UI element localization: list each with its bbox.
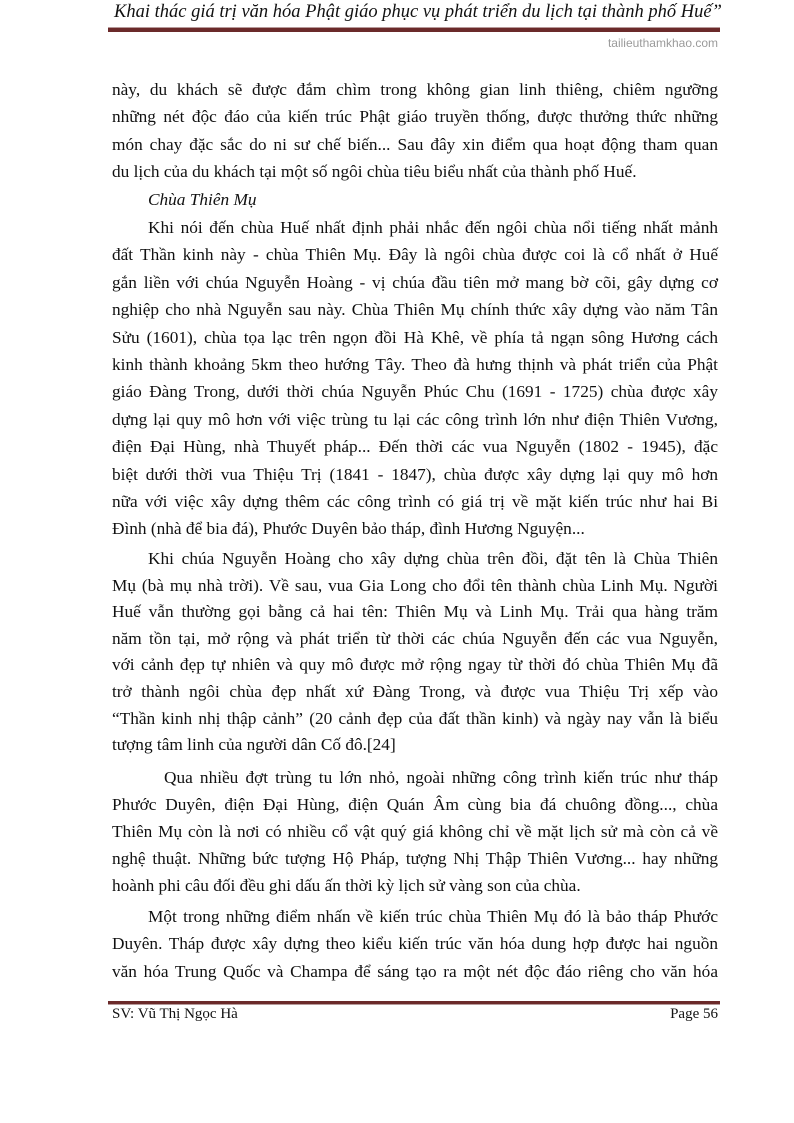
text-line: hoành phi câu đối đều ghi dấu ấn thời kỳ lịch sử vàng son của chùa. (112, 876, 581, 895)
paragraph-relics (112, 764, 718, 899)
text-line: văn hóa Trung Quốc và Champa để sáng tạo ra một nét độc đáo riêng cho văn hóa (112, 961, 718, 981)
paragraph-history (112, 214, 718, 543)
text-line: tượng tâm linh của người dân Cố đô.[24] (112, 735, 396, 755)
text-line: Thiên Mụ còn là nơi có nhiều cổ vật quý giá không chỉ về mặt lịch sử mà còn cả về (112, 822, 718, 841)
text-line: Khi chúa Nguyễn Hoàng cho xây dựng chùa trên đồi, đặt tên là Chùa Thiên (148, 549, 718, 568)
watermark: tailieuthamkhao.com (607, 36, 718, 50)
text-line: biệt dưới thời vua Thiệu Trị (1841 - 1847), chùa được xây dựng lại quy mô hơn (112, 464, 718, 484)
text-line: gắn liền với chúa Nguyễn Hoàng - vị chúa đầu tiên mở mang bờ cõi, gây dựng cơ (112, 272, 718, 292)
text-line: dựng lại quy mô hơn với việc trùng tu lại các công trình lớn như điện Thiên Vương, (112, 409, 718, 429)
footer-author: SV: Vũ Thị Ngọc Hà (112, 1006, 238, 1022)
text-line: nghiệp cho nhà Nguyễn sau này. Chùa Thiên Mụ chính thức xây dựng vào năm Tân (112, 300, 718, 320)
text-line: Huế vẫn thường gọi bằng cả hai tên: Thiên Mụ và Linh Mụ. Trải qua hàng trăm (112, 602, 718, 622)
text-line: du lịch của du khách tại một số ngôi chùa tiêu biểu nhất của thành phố Huế. (112, 162, 637, 182)
text-line: Khi nói đến chùa Huế nhất định phải nhắc đến ngôi chùa nổi tiếng nhất mảnh (148, 218, 718, 237)
paragraph-intro (112, 76, 718, 186)
text-line: Phước Duyên, điện Đại Hùng, điện Quán Âm cùng bia đá chuông đồng..., chùa (112, 795, 718, 814)
paragraph-name-origin (112, 546, 718, 759)
text-line: nữa với việc xây dựng thêm các công trình có giá trị về mặt kiến trúc như hai Bi (112, 491, 718, 511)
text-line: món chay đặc sắc do ni sư chế biến... Sau đây xin điểm qua hoạt động tham quan (112, 134, 718, 154)
text-line: Sửu (1601), chùa tọa lạc trên ngọn đồi Hà Khê, về phía tả ngạn sông Hương cách (112, 327, 718, 347)
running-header-title: Khai thác giá trị văn hóa Phật giáo phục vụ phát triển du lịch tại thành phố Huế” (114, 2, 722, 22)
text-line: đất Thần kinh này - chùa Thiên Mụ. Đây là ngôi chùa được coi là cổ nhất ở Huế (112, 245, 718, 265)
text-line: năm tồn tại, mở rộng và phát triển từ thời các chúa Nguyễn đến các vua Nguyễn, (112, 628, 718, 648)
text-line: Qua nhiều đợt trùng tu lớn nhỏ, ngoài những công trình kiến trúc như tháp (164, 768, 718, 787)
footer-rule (108, 1001, 720, 1005)
text-line: Mụ (bà mụ nhà trời). Về sau, vua Gia Long cho đổi tên thành chùa Linh Mụ. Người (112, 575, 718, 595)
text-line: nghệ thuật. Những bức tượng Hộ Pháp, tượng Nhị Thập Thiên Vương... hay những (112, 849, 718, 868)
header-rule (108, 27, 720, 32)
text-line: Duyên. Tháp được xây dựng theo kiểu kiến trúc văn hóa dung hợp được hai nguồn (112, 934, 718, 954)
section-heading: Chùa Thiên Mụ (148, 190, 257, 209)
text-line: “Thần kinh nhị thập cảnh” (20 cảnh đẹp của đất thần kinh) và ngày nay vẫn là biểu (112, 708, 718, 728)
paragraph-tower (112, 903, 718, 985)
text-line: giáo Đàng Trong, dưới thời chúa Nguyễn Phúc Chu (1691 - 1725) chùa được xây (112, 382, 718, 402)
page-number: Page 56 (670, 1006, 718, 1022)
text-line: này, du khách sẽ được đắm chìm trong không gian linh thiêng, chiêm ngưỡng (112, 80, 718, 99)
text-line: kinh thành khoảng 5km theo hướng Tây. Theo đà hưng thịnh và phát triển của Phật (112, 354, 718, 374)
text-line: Đình (nhà để bia đá), Phước Duyên bảo tháp, đình Hương Nguyện... (112, 519, 585, 539)
text-line: với cảnh đẹp tự nhiên và quy mô được mở rộng ngay từ thời đó chùa Thiên Mụ đã (112, 655, 718, 675)
text-line: trở thành ngôi chùa đẹp nhất xứ Đàng Trong, và được vua Thiệu Trị xếp vào (112, 681, 718, 701)
text-line: điện Đại Hùng, nhà Thuyết pháp... Đến thời các vua Nguyễn (1802 - 1945), đặc (112, 437, 718, 457)
text-line: những nét độc đáo của kiến trúc Phật giáo truyền thống, được thưởng thức những (112, 107, 718, 127)
text-line: Một trong những điểm nhấn về kiến trúc chùa Thiên Mụ đó là bảo tháp Phước (148, 907, 718, 926)
